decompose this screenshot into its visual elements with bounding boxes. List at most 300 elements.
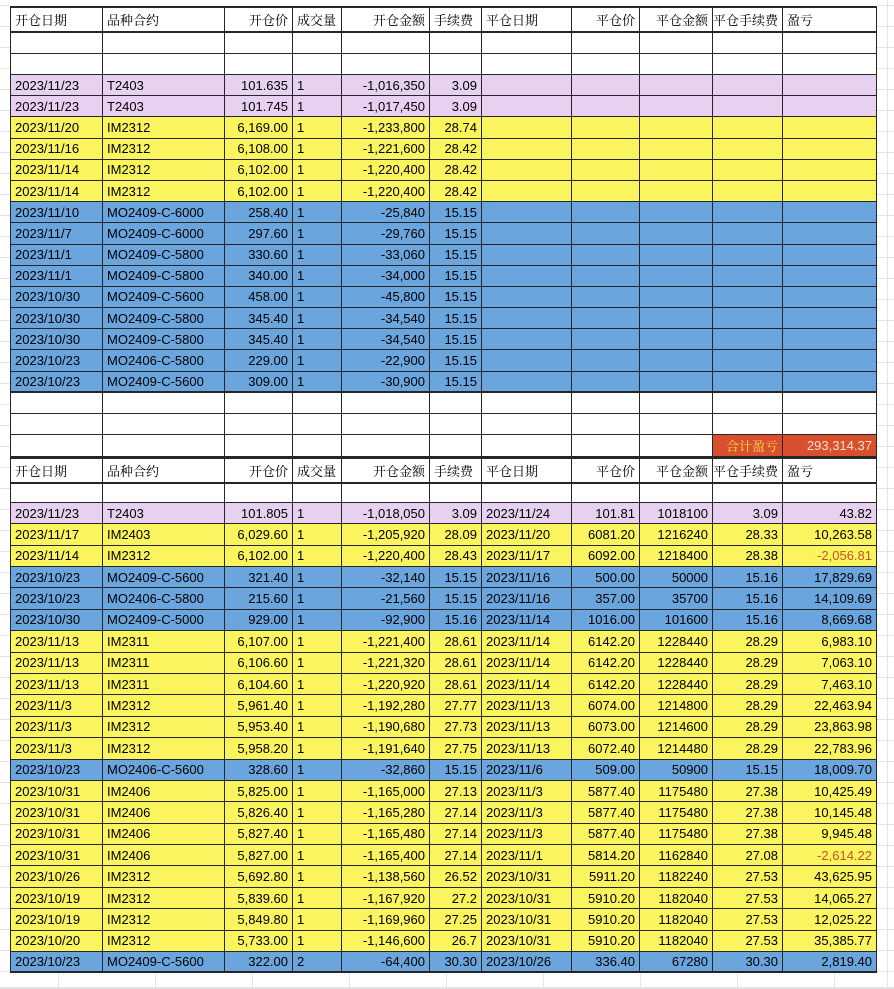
empty-cell[interactable] xyxy=(572,33,640,54)
empty-cell[interactable] xyxy=(10,435,103,457)
cell[interactable]: IM2312 xyxy=(103,866,225,887)
cell[interactable]: 1 xyxy=(293,717,342,738)
cell[interactable]: 321.40 xyxy=(225,567,293,588)
cell[interactable]: 28.29 xyxy=(713,674,783,695)
cell[interactable]: -2,614.22 xyxy=(783,845,877,866)
cell[interactable]: 27.2 xyxy=(430,888,482,909)
cell[interactable]: 2023/11/13 xyxy=(10,674,103,695)
empty-cell[interactable] xyxy=(103,393,225,414)
empty-cell[interactable] xyxy=(783,484,877,503)
cell[interactable]: 2023/11/14 xyxy=(482,674,572,695)
cell[interactable]: -92,900 xyxy=(342,610,430,631)
cell[interactable]: IM2312 xyxy=(103,139,225,160)
empty-cell[interactable] xyxy=(640,435,713,457)
cell[interactable]: 15.15 xyxy=(713,760,783,781)
cell[interactable]: 322.00 xyxy=(225,952,293,973)
cell[interactable]: 1018100 xyxy=(640,503,713,524)
cell[interactable] xyxy=(640,372,713,393)
cell[interactable]: 15.15 xyxy=(430,266,482,287)
cell[interactable]: 2023/11/6 xyxy=(482,760,572,781)
cell[interactable]: 2023/11/17 xyxy=(482,546,572,567)
empty-cell[interactable] xyxy=(572,484,640,503)
cell[interactable]: 2023/10/23 xyxy=(10,350,103,371)
cell[interactable]: -1,138,560 xyxy=(342,866,430,887)
cell[interactable]: -1,165,400 xyxy=(342,845,430,866)
cell[interactable]: 2023/11/23 xyxy=(10,75,103,96)
empty-cell[interactable] xyxy=(713,484,783,503)
header-cell[interactable]: 盈亏 xyxy=(783,6,877,33)
cell[interactable]: IM2311 xyxy=(103,631,225,652)
cell[interactable]: 2023/10/26 xyxy=(482,952,572,973)
header-cell[interactable]: 手续费 xyxy=(430,6,482,33)
cell[interactable]: 2023/10/31 xyxy=(482,888,572,909)
cell[interactable]: -1,017,450 xyxy=(342,96,430,117)
cell[interactable]: 101.81 xyxy=(572,503,640,524)
empty-cell[interactable] xyxy=(10,54,103,75)
cell[interactable] xyxy=(783,139,877,160)
cell[interactable]: MO2406-C-5600 xyxy=(103,760,225,781)
cell[interactable]: 26.52 xyxy=(430,866,482,887)
cell[interactable]: 328.60 xyxy=(225,760,293,781)
cell[interactable]: -32,140 xyxy=(342,567,430,588)
cell[interactable]: 2023/10/31 xyxy=(482,931,572,952)
cell[interactable]: 6073.00 xyxy=(572,717,640,738)
cell[interactable]: 1 xyxy=(293,760,342,781)
cell[interactable]: 10,263.58 xyxy=(783,524,877,545)
empty-cell[interactable] xyxy=(572,393,640,414)
cell[interactable] xyxy=(482,329,572,350)
header-cell[interactable]: 成交量 xyxy=(293,6,342,33)
cell[interactable]: 2023/11/17 xyxy=(10,524,103,545)
cell[interactable]: 28.42 xyxy=(430,181,482,202)
cell[interactable]: IM2312 xyxy=(103,181,225,202)
cell[interactable] xyxy=(482,372,572,393)
cell[interactable]: 1228440 xyxy=(640,631,713,652)
cell[interactable]: 30.30 xyxy=(430,952,482,973)
cell[interactable]: 15.15 xyxy=(430,350,482,371)
empty-cell[interactable] xyxy=(225,33,293,54)
cell[interactable]: 1182040 xyxy=(640,909,713,930)
empty-cell[interactable] xyxy=(783,393,877,414)
cell[interactable]: -1,233,800 xyxy=(342,117,430,138)
cell[interactable]: 2023/11/16 xyxy=(482,567,572,588)
empty-cell[interactable] xyxy=(430,484,482,503)
cell[interactable] xyxy=(640,117,713,138)
cell[interactable]: 15.15 xyxy=(430,372,482,393)
cell[interactable] xyxy=(713,160,783,181)
cell[interactable]: 1 xyxy=(293,824,342,845)
cell[interactable]: 28.61 xyxy=(430,674,482,695)
cell[interactable]: -1,192,280 xyxy=(342,695,430,716)
cell[interactable]: -33,060 xyxy=(342,245,430,266)
cell[interactable]: 5910.20 xyxy=(572,909,640,930)
cell[interactable]: -30,900 xyxy=(342,372,430,393)
cell[interactable]: -64,400 xyxy=(342,952,430,973)
cell[interactable]: -2,056.81 xyxy=(783,546,877,567)
cell[interactable] xyxy=(572,372,640,393)
cell[interactable]: 1228440 xyxy=(640,674,713,695)
cell[interactable]: MO2409-C-6000 xyxy=(103,223,225,244)
cell[interactable]: 6,108.00 xyxy=(225,139,293,160)
cell[interactable]: 5,827.00 xyxy=(225,845,293,866)
cell[interactable] xyxy=(572,329,640,350)
cell[interactable] xyxy=(783,287,877,308)
cell[interactable]: 30.30 xyxy=(713,952,783,973)
cell[interactable]: 2023/11/13 xyxy=(10,631,103,652)
cell[interactable]: IM2312 xyxy=(103,160,225,181)
cell[interactable]: 6,106.60 xyxy=(225,653,293,674)
empty-cell[interactable] xyxy=(342,414,430,435)
header-cell[interactable]: 开仓金额 xyxy=(342,6,430,33)
cell[interactable] xyxy=(713,308,783,329)
cell[interactable] xyxy=(482,308,572,329)
empty-cell[interactable] xyxy=(640,33,713,54)
cell[interactable] xyxy=(482,75,572,96)
cell[interactable] xyxy=(572,139,640,160)
cell[interactable]: -1,191,640 xyxy=(342,738,430,759)
empty-cell[interactable] xyxy=(10,393,103,414)
cell[interactable]: 1 xyxy=(293,610,342,631)
empty-cell[interactable] xyxy=(572,414,640,435)
cell[interactable]: -1,220,400 xyxy=(342,546,430,567)
cell[interactable]: 15.15 xyxy=(430,760,482,781)
cell[interactable]: -34,000 xyxy=(342,266,430,287)
empty-cell[interactable] xyxy=(103,484,225,503)
cell[interactable]: -34,540 xyxy=(342,308,430,329)
cell[interactable]: -1,018,050 xyxy=(342,503,430,524)
empty-cell[interactable] xyxy=(482,54,572,75)
cell[interactable]: 1 xyxy=(293,931,342,952)
empty-cell[interactable] xyxy=(293,484,342,503)
cell[interactable]: MO2409-C-5600 xyxy=(103,952,225,973)
cell[interactable]: 28.33 xyxy=(713,524,783,545)
cell[interactable] xyxy=(572,266,640,287)
cell[interactable]: IM2406 xyxy=(103,824,225,845)
cell[interactable]: 27.77 xyxy=(430,695,482,716)
empty-cell[interactable] xyxy=(713,414,783,435)
cell[interactable]: 28.42 xyxy=(430,160,482,181)
cell[interactable]: 2023/10/30 xyxy=(10,329,103,350)
header-cell[interactable]: 平仓日期 xyxy=(482,6,572,33)
cell[interactable]: 2023/11/16 xyxy=(482,588,572,609)
cell[interactable]: 2023/10/31 xyxy=(10,802,103,823)
cell[interactable]: 1 xyxy=(293,96,342,117)
cell[interactable]: 6,107.00 xyxy=(225,631,293,652)
cell[interactable]: 929.00 xyxy=(225,610,293,631)
cell[interactable]: 27.73 xyxy=(430,717,482,738)
cell[interactable]: 2023/11/14 xyxy=(482,610,572,631)
cell[interactable]: 1 xyxy=(293,567,342,588)
empty-cell[interactable] xyxy=(342,484,430,503)
empty-cell[interactable] xyxy=(103,54,225,75)
cell[interactable] xyxy=(482,287,572,308)
cell[interactable]: 1 xyxy=(293,350,342,371)
cell[interactable]: -45,800 xyxy=(342,287,430,308)
cell[interactable]: 2 xyxy=(293,952,342,973)
cell[interactable]: 2023/11/23 xyxy=(10,503,103,524)
cell[interactable] xyxy=(783,160,877,181)
cell[interactable]: -1,221,400 xyxy=(342,631,430,652)
cell[interactable]: 3.09 xyxy=(430,75,482,96)
cell[interactable]: 28.09 xyxy=(430,524,482,545)
empty-cell[interactable] xyxy=(293,414,342,435)
cell[interactable]: -1,190,680 xyxy=(342,717,430,738)
empty-cell[interactable] xyxy=(225,484,293,503)
empty-cell[interactable] xyxy=(342,33,430,54)
cell[interactable]: 15.16 xyxy=(430,610,482,631)
cell[interactable]: 2023/11/3 xyxy=(482,781,572,802)
cell[interactable]: 1 xyxy=(293,117,342,138)
cell[interactable]: 2023/10/26 xyxy=(10,866,103,887)
header-cell[interactable]: 平仓手续费 xyxy=(713,457,783,484)
empty-cell[interactable] xyxy=(293,393,342,414)
cell[interactable]: 6,102.00 xyxy=(225,181,293,202)
cell[interactable]: 2023/11/14 xyxy=(10,160,103,181)
cell[interactable]: 15.15 xyxy=(430,329,482,350)
cell[interactable]: 28.29 xyxy=(713,738,783,759)
cell[interactable]: 5877.40 xyxy=(572,802,640,823)
cell[interactable]: 27.53 xyxy=(713,931,783,952)
cell[interactable] xyxy=(482,266,572,287)
cell[interactable]: 1 xyxy=(293,631,342,652)
empty-cell[interactable] xyxy=(342,393,430,414)
empty-cell[interactable] xyxy=(482,435,572,457)
cell[interactable]: 12,025.22 xyxy=(783,909,877,930)
cell[interactable]: 1182040 xyxy=(640,888,713,909)
empty-cell[interactable] xyxy=(713,54,783,75)
cell[interactable]: 15.15 xyxy=(430,588,482,609)
cell[interactable]: 27.14 xyxy=(430,802,482,823)
cell[interactable]: 3.09 xyxy=(713,503,783,524)
cell[interactable] xyxy=(572,245,640,266)
cell[interactable]: 15.15 xyxy=(430,245,482,266)
empty-cell[interactable] xyxy=(640,54,713,75)
cell[interactable]: -34,540 xyxy=(342,329,430,350)
cell[interactable]: 1 xyxy=(293,888,342,909)
cell[interactable]: 2023/11/1 xyxy=(10,266,103,287)
cell[interactable]: 27.75 xyxy=(430,738,482,759)
cell[interactable]: -1,205,920 xyxy=(342,524,430,545)
cell[interactable]: 509.00 xyxy=(572,760,640,781)
cell[interactable]: IM2312 xyxy=(103,931,225,952)
cell[interactable]: 1228440 xyxy=(640,653,713,674)
cell[interactable] xyxy=(640,202,713,223)
cell[interactable]: 2023/11/13 xyxy=(10,653,103,674)
cell[interactable] xyxy=(572,223,640,244)
cell[interactable]: 3.09 xyxy=(430,503,482,524)
cell[interactable]: -1,165,000 xyxy=(342,781,430,802)
empty-cell[interactable] xyxy=(225,414,293,435)
header-cell[interactable]: 开仓金额 xyxy=(342,457,430,484)
empty-cell[interactable] xyxy=(572,435,640,457)
cell[interactable] xyxy=(640,160,713,181)
cell[interactable]: 27.25 xyxy=(430,909,482,930)
empty-cell[interactable] xyxy=(640,414,713,435)
cell[interactable]: 8,669.68 xyxy=(783,610,877,631)
cell[interactable]: 15.15 xyxy=(430,308,482,329)
cell[interactable] xyxy=(783,223,877,244)
cell[interactable]: -29,760 xyxy=(342,223,430,244)
empty-cell[interactable] xyxy=(10,484,103,503)
empty-cell[interactable] xyxy=(293,54,342,75)
cell[interactable]: 50000 xyxy=(640,567,713,588)
cell[interactable]: 27.14 xyxy=(430,824,482,845)
header-cell[interactable]: 品种合约 xyxy=(103,457,225,484)
cell[interactable]: 1 xyxy=(293,266,342,287)
cell[interactable]: 2023/11/14 xyxy=(10,181,103,202)
cell[interactable]: IM2406 xyxy=(103,781,225,802)
cell[interactable] xyxy=(572,117,640,138)
empty-cell[interactable] xyxy=(783,414,877,435)
cell[interactable]: 2023/10/31 xyxy=(10,781,103,802)
cell[interactable]: 22,463.94 xyxy=(783,695,877,716)
cell[interactable] xyxy=(783,350,877,371)
cell[interactable]: 1 xyxy=(293,202,342,223)
cell[interactable] xyxy=(572,75,640,96)
cell[interactable]: 2023/11/20 xyxy=(10,117,103,138)
cell[interactable]: 2023/11/10 xyxy=(10,202,103,223)
header-cell[interactable]: 平仓日期 xyxy=(482,457,572,484)
cell[interactable]: 5,825.00 xyxy=(225,781,293,802)
cell[interactable]: -1,169,960 xyxy=(342,909,430,930)
cell[interactable] xyxy=(783,308,877,329)
cell[interactable]: 35700 xyxy=(640,588,713,609)
cell[interactable] xyxy=(572,350,640,371)
cell[interactable]: 14,065.27 xyxy=(783,888,877,909)
cell[interactable]: 43.82 xyxy=(783,503,877,524)
cell[interactable]: 2023/11/23 xyxy=(10,96,103,117)
header-cell[interactable]: 开仓价 xyxy=(225,457,293,484)
cell[interactable]: 2023/11/3 xyxy=(10,738,103,759)
cell[interactable]: 2023/10/23 xyxy=(10,372,103,393)
cell[interactable] xyxy=(572,181,640,202)
cell[interactable]: 6,104.60 xyxy=(225,674,293,695)
cell[interactable]: 2,819.40 xyxy=(783,952,877,973)
cell[interactable]: 5910.20 xyxy=(572,888,640,909)
cell[interactable] xyxy=(713,139,783,160)
cell[interactable]: 28.61 xyxy=(430,653,482,674)
cell[interactable] xyxy=(713,181,783,202)
cell[interactable]: T2403 xyxy=(103,503,225,524)
cell[interactable]: 23,863.98 xyxy=(783,717,877,738)
cell[interactable]: 2023/11/13 xyxy=(482,717,572,738)
cell[interactable]: 5877.40 xyxy=(572,781,640,802)
cell[interactable]: 15.15 xyxy=(430,223,482,244)
header-cell[interactable]: 手续费 xyxy=(430,457,482,484)
cell[interactable]: 2023/10/23 xyxy=(10,588,103,609)
cell[interactable]: 28.29 xyxy=(713,717,783,738)
cell[interactable]: 1 xyxy=(293,909,342,930)
cell[interactable]: 27.13 xyxy=(430,781,482,802)
header-cell[interactable]: 平仓金额 xyxy=(640,6,713,33)
cell[interactable]: 27.38 xyxy=(713,781,783,802)
cell[interactable]: 6,029.60 xyxy=(225,524,293,545)
cell[interactable]: IM2312 xyxy=(103,738,225,759)
cell[interactable] xyxy=(482,117,572,138)
cell[interactable]: 10,425.49 xyxy=(783,781,877,802)
cell[interactable]: 6092.00 xyxy=(572,546,640,567)
empty-cell[interactable] xyxy=(103,435,225,457)
cell[interactable]: 1 xyxy=(293,372,342,393)
cell[interactable]: 2023/11/14 xyxy=(482,631,572,652)
cell[interactable]: 2023/10/23 xyxy=(10,952,103,973)
cell[interactable]: 27.38 xyxy=(713,802,783,823)
cell[interactable]: 6072.40 xyxy=(572,738,640,759)
cell[interactable] xyxy=(572,96,640,117)
cell[interactable] xyxy=(713,223,783,244)
empty-cell[interactable] xyxy=(783,54,877,75)
cell[interactable] xyxy=(640,96,713,117)
cell[interactable] xyxy=(640,329,713,350)
cell[interactable]: 1182240 xyxy=(640,866,713,887)
cell[interactable]: 7,063.10 xyxy=(783,653,877,674)
cell[interactable]: 2023/11/24 xyxy=(482,503,572,524)
cell[interactable]: 1216240 xyxy=(640,524,713,545)
cell[interactable]: 101.805 xyxy=(225,503,293,524)
header-cell[interactable]: 平仓金额 xyxy=(640,457,713,484)
cell[interactable]: 1 xyxy=(293,308,342,329)
cell[interactable]: 27.53 xyxy=(713,888,783,909)
cell[interactable]: 27.14 xyxy=(430,845,482,866)
cell[interactable]: 15.16 xyxy=(713,610,783,631)
cell[interactable]: MO2409-C-5000 xyxy=(103,610,225,631)
header-cell[interactable]: 成交量 xyxy=(293,457,342,484)
empty-cell[interactable] xyxy=(293,435,342,457)
cell[interactable]: 28.29 xyxy=(713,631,783,652)
cell[interactable]: 1 xyxy=(293,695,342,716)
empty-cell[interactable] xyxy=(640,393,713,414)
cell[interactable]: 2023/10/19 xyxy=(10,909,103,930)
cell[interactable]: 2023/11/3 xyxy=(10,695,103,716)
cell[interactable]: 5,849.80 xyxy=(225,909,293,930)
cell[interactable]: 229.00 xyxy=(225,350,293,371)
empty-cell[interactable] xyxy=(713,33,783,54)
cell[interactable]: 2023/10/30 xyxy=(10,287,103,308)
cell[interactable]: 1175480 xyxy=(640,802,713,823)
cell[interactable]: -22,900 xyxy=(342,350,430,371)
cell[interactable]: 1 xyxy=(293,524,342,545)
cell[interactable]: -1,165,480 xyxy=(342,824,430,845)
empty-cell[interactable] xyxy=(430,393,482,414)
cell[interactable]: 340.00 xyxy=(225,266,293,287)
cell[interactable]: MO2409-C-5800 xyxy=(103,245,225,266)
cell[interactable] xyxy=(713,266,783,287)
empty-cell[interactable] xyxy=(482,484,572,503)
cell[interactable]: 1 xyxy=(293,503,342,524)
cell[interactable]: 15.15 xyxy=(430,287,482,308)
cell[interactable]: 5877.40 xyxy=(572,824,640,845)
cell[interactable]: 500.00 xyxy=(572,567,640,588)
cell[interactable] xyxy=(713,329,783,350)
cell[interactable]: 5814.20 xyxy=(572,845,640,866)
cell[interactable]: -1,220,920 xyxy=(342,674,430,695)
cell[interactable] xyxy=(713,287,783,308)
empty-cell[interactable] xyxy=(293,33,342,54)
cell[interactable]: 6142.20 xyxy=(572,674,640,695)
empty-cell[interactable] xyxy=(225,435,293,457)
cell[interactable]: 5,961.40 xyxy=(225,695,293,716)
cell[interactable]: 14,109.69 xyxy=(783,588,877,609)
empty-cell[interactable] xyxy=(342,54,430,75)
cell[interactable]: 2023/11/13 xyxy=(482,738,572,759)
cell[interactable]: 6,102.00 xyxy=(225,160,293,181)
cell[interactable]: 1175480 xyxy=(640,781,713,802)
cell[interactable] xyxy=(713,245,783,266)
cell[interactable]: 6,102.00 xyxy=(225,546,293,567)
cell[interactable]: -1,220,400 xyxy=(342,181,430,202)
cell[interactable] xyxy=(713,117,783,138)
cell[interactable] xyxy=(783,329,877,350)
